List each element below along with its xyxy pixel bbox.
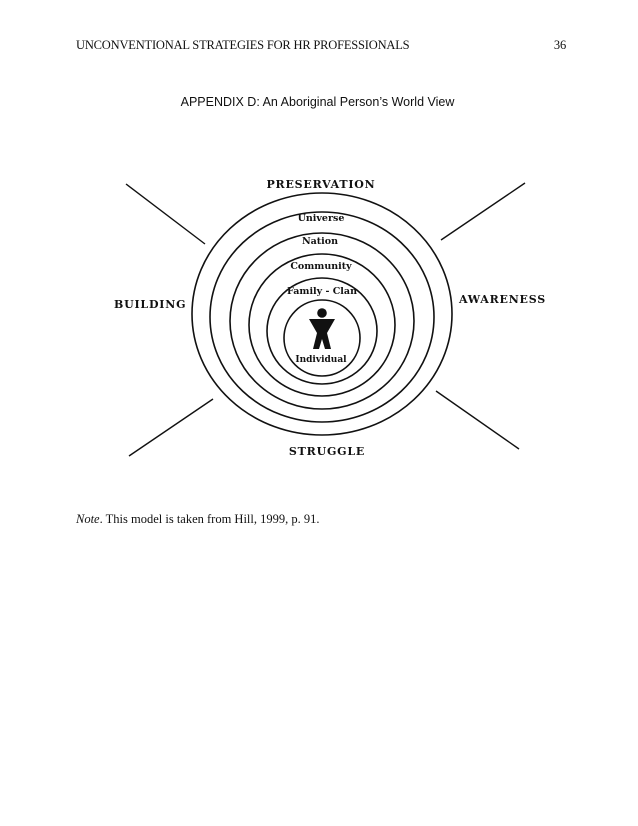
diagonal-line-top-right [441, 183, 525, 240]
note-label: Note [76, 512, 100, 526]
diagonal-line-top-left [126, 184, 205, 244]
page-number: 36 [553, 38, 566, 52]
running-head-title: UNCONVENTIONAL STRATEGIES FOR HR PROFESSIONALS [76, 38, 410, 52]
figure-note [76, 512, 320, 527]
label-individual: Individual [295, 355, 347, 365]
label-struggle: STRUGGLE [288, 445, 366, 458]
appendix-title: APPENDIX D: An Aboriginal Person’s World View [180, 95, 455, 109]
label-universe: Universe [297, 213, 345, 224]
note-text: . This model is taken from Hill, 1999, p. 91. [99, 512, 320, 526]
label-family-clan: Family - Clan [287, 286, 357, 297]
diagonal-line-bottom-right [436, 391, 519, 449]
person-figure-icon [309, 308, 335, 349]
label-building: BUILDING [114, 298, 187, 311]
label-nation: Nation [301, 236, 339, 247]
label-community: Community [290, 261, 352, 272]
diagonal-line-bottom-left [129, 399, 213, 456]
label-awareness: AWARENESS [459, 293, 546, 306]
label-preservation: PRESERVATION [266, 178, 376, 191]
